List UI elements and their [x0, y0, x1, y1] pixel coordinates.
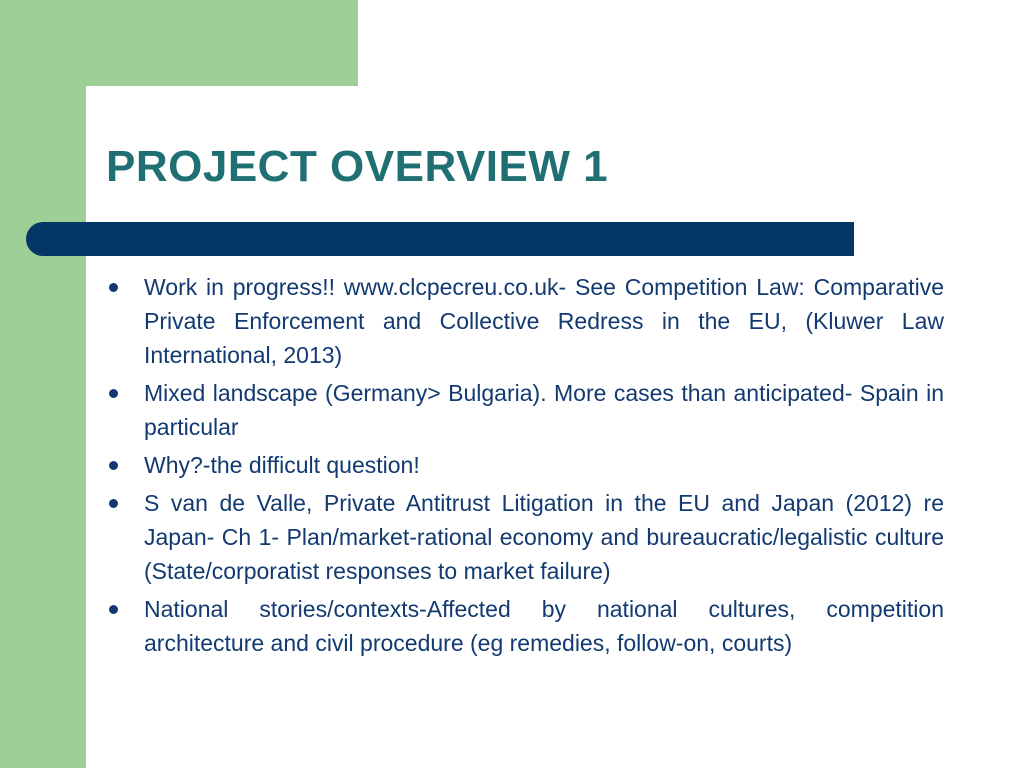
bullet-text: S van de Valle, Private Antitrust Litigation in the EU and Japan (2012) re Japan- Ch 1- Plan/market-rational economy and bureaucratic/legalistic culture (State/corporatist responses to market failure)	[144, 490, 944, 584]
bullet-item	[106, 270, 944, 372]
bullet-text: Why?-the difficult question!	[144, 452, 420, 478]
bullet-item	[106, 448, 944, 482]
bullet-list	[106, 270, 944, 664]
bullet-text: Mixed landscape (Germany> Bulgaria). More cases than anticipated- Spain in particular	[144, 380, 944, 440]
slide-title: PROJECT OVERVIEW 1	[106, 142, 609, 191]
bullet-dot-icon	[109, 499, 118, 508]
bullet-item	[106, 592, 944, 660]
green-frame-left	[0, 0, 86, 768]
bullet-text: Work in progress!! www.clcpecreu.co.uk- See Competition Law: Comparative Private Enforcement and Collective Redress in the EU, (Kluwer Law International, 2013)	[144, 274, 944, 368]
bullet-dot-icon	[109, 389, 118, 398]
bullet-dot-icon	[109, 461, 118, 470]
title-underline-bar	[26, 222, 854, 256]
bullet-dot-icon	[109, 605, 118, 614]
bullet-dot-icon	[109, 283, 118, 292]
bullet-text: National stories/contexts-Affected by national cultures, competition architecture and civil procedure (eg remedies, follow-on, courts)	[144, 596, 944, 656]
bullet-item	[106, 376, 944, 444]
bullet-item	[106, 486, 944, 588]
